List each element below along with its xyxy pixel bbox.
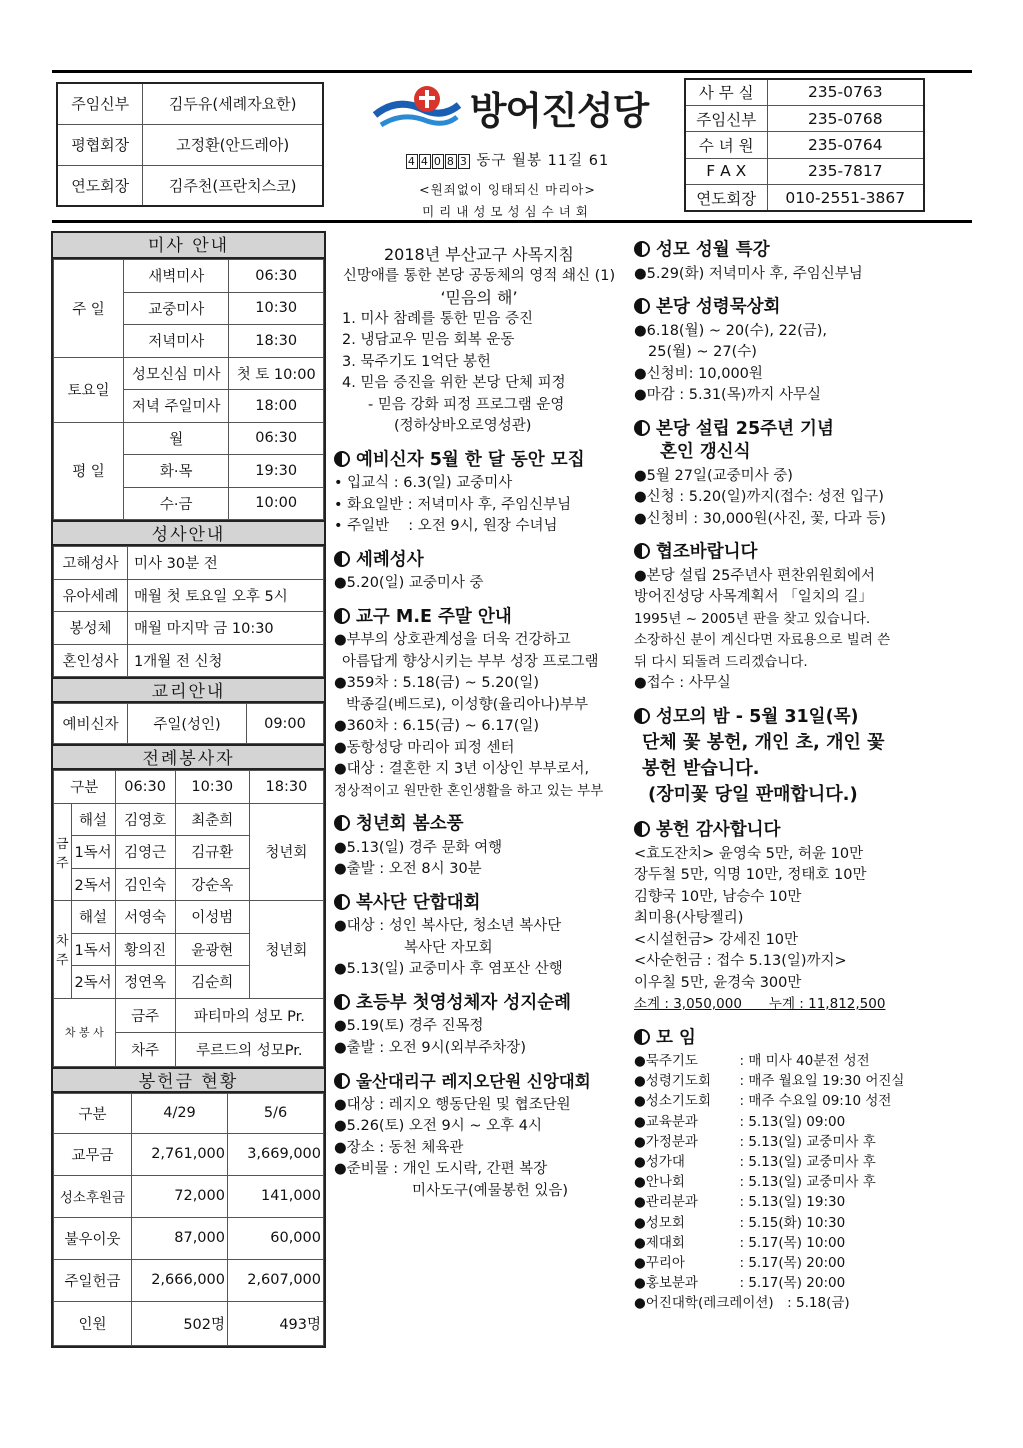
contact-phone: 235-0768 (767, 105, 924, 131)
list-item: 박종길(베드로), 이성향(율리아나)부부 (346, 696, 588, 713)
half-circle-icon (634, 821, 650, 837)
list-item: ●359차 : 5.18(금) ~ 5.20(일) (334, 675, 540, 691)
table-cell: 차주 (115, 1032, 175, 1066)
meeting-item: ●제대회 : 5.17(목) 10:00 (634, 1234, 846, 1251)
table-cell: 해설 (71, 803, 115, 836)
list-item: 방어진성당 사목계획서 「일치의 길」 (634, 589, 873, 605)
section-baptism: 세례성사 (334, 550, 624, 572)
list-item: 소장하신 분이 계신다면 자료용으로 빌려 쓴 (634, 632, 891, 648)
pastoral-line: 1. 미사 참례를 통한 믿음 증진 (342, 310, 533, 327)
table-cell: 06:30 (229, 422, 324, 455)
table-cell: 매월 첫 토요일 오후 5시 (128, 579, 324, 612)
table-cell: 금주 (115, 998, 175, 1032)
table-cell: 06:30 (229, 260, 324, 293)
half-circle-icon (334, 608, 350, 624)
table-cell: 혼인성사 (54, 644, 128, 677)
doctrine-header: 교리안내 (53, 677, 324, 703)
section-subtitle: 혼인 갱신식 (660, 442, 751, 462)
list-item: ●5.26(토) 오전 9시 ~ 오후 4시 (334, 1118, 542, 1134)
table-cell: 3,669,000 (228, 1133, 324, 1175)
sacrament-table (53, 546, 324, 677)
contact-phone: 235-0764 (767, 132, 924, 158)
mass-table (53, 259, 324, 520)
pastoral-line: 2. 냉담교우 믿음 회복 운동 (342, 332, 515, 348)
table-cell: 2,666,000 (132, 1259, 228, 1301)
table-cell: 저녁 주일미사 (124, 390, 229, 423)
staff-name: 김주천(프란치스코) (143, 165, 323, 206)
section-youth: 청년회 봄소풍 (334, 814, 624, 836)
table-cell: 2,761,000 (132, 1133, 228, 1175)
list-item: 아름답게 향상시키는 부부 성장 프로그램 (342, 653, 599, 670)
table-cell: 60,000 (228, 1217, 324, 1259)
list-item: ●신청비 : 30,000원(사진, 꽃, 다과 등) (634, 510, 886, 527)
list-item: ●신청비: 10,000원 (634, 365, 763, 382)
contact-label: 주임신부 (685, 105, 767, 131)
list-item: ●출발 : 오전 9시(외부주차장) (334, 1039, 526, 1056)
list-item: ●5월 27일(교중미사 중) (634, 467, 793, 484)
table-cell: 18:30 (229, 325, 324, 358)
table-cell: 72,000 (132, 1175, 228, 1217)
notice-line: 봉헌 받습니다. (642, 758, 760, 779)
table-cell: 차 주 (54, 901, 72, 999)
section-catechumen: 예비신자 5월 한 달 동안 모집 (334, 450, 624, 472)
section-meetings: 모 임 (634, 1028, 924, 1050)
church-logo-icon (367, 83, 462, 133)
table-cell: 인원 (54, 1301, 132, 1345)
half-circle-icon (334, 894, 350, 910)
table-cell: 교중미사 (124, 292, 229, 325)
table-cell: 청년회 (249, 901, 323, 999)
list-item: ●부부의 상호관계성을 더욱 건강하고 (334, 632, 571, 648)
list-item: ●5.13(일) 경주 문화 여행 (334, 839, 503, 856)
table-cell: 구분 (54, 1093, 132, 1133)
meeting-item: ●가정분과 : 5.13(일) 교중미사 후 (634, 1133, 876, 1150)
title-row (340, 80, 675, 135)
staff-table (56, 82, 324, 207)
address-text: 동구 월봉 11길 61 (476, 153, 610, 169)
meeting-item: ●교육분과 : 5.13(일) 09:00 (634, 1113, 846, 1130)
list-item: ●5.13(일) 교중미사 후 염포산 산행 (334, 961, 563, 977)
list-item: <사순헌금 : 접수 5.13(일)까지> (634, 953, 847, 969)
right-column (634, 240, 924, 1314)
table-cell: 5/6 (228, 1093, 324, 1133)
half-circle-icon (334, 451, 350, 467)
list-item: ●6.18(월) ~ 20(수), 22(금), (634, 322, 827, 339)
table-cell: 141,000 (228, 1175, 324, 1217)
sacrament-header: 성사안내 (53, 520, 324, 546)
meeting-item: ●안나회 : 5.13(일) 교중미사 후 (634, 1174, 876, 1191)
meeting-item: ●홍보분과 : 5.17(목) 20:00 (634, 1275, 846, 1292)
postcode-digit: 4 (420, 155, 429, 168)
table-cell: 502명 (132, 1301, 228, 1345)
list-item: • 화요일반 : 저녁미사 후, 주임신부님 (334, 496, 572, 513)
contact-label: 연도회장 (685, 185, 767, 211)
list-item: 25(월) ~ 27(수) (648, 344, 757, 360)
list-item: ●본당 설립 25주년사 편찬위원회에서 (634, 567, 876, 584)
table-cell: 매월 마지막 금 10:30 (128, 612, 324, 645)
list-item: 1995년 ~ 2005년 판을 찾고 있습니다. (634, 610, 871, 627)
table-cell: 황의진 (115, 933, 175, 966)
table-cell: 1독서 (71, 836, 115, 869)
meeting-item: ●어진대학(레크레이션) : 5.18(금) (634, 1295, 850, 1312)
table-cell: 18:30 (249, 771, 323, 804)
half-circle-icon (334, 551, 350, 567)
table-cell: 정연옥 (115, 966, 175, 999)
table-cell: 고해성사 (54, 547, 128, 580)
list-item: ●5.29(화) 저녁미사 후, 주임신부님 (634, 265, 863, 282)
table-cell: 김인숙 (115, 868, 175, 901)
list-item: ●출발 : 오전 8시 30분 (334, 861, 482, 877)
half-circle-icon (634, 241, 650, 257)
half-circle-icon (634, 420, 650, 436)
list-item: ●장소 : 동천 체육관 (334, 1139, 464, 1156)
pastoral-line: - 믿음 강화 피정 프로그램 운영 (368, 396, 565, 413)
pastoral-title: 2018년 부산교구 사목지침 (384, 245, 574, 264)
liturgy-header: 전례봉사자 (53, 744, 324, 770)
table-cell: 10:30 (175, 771, 249, 804)
table-cell: 10:00 (229, 487, 324, 520)
half-circle-icon (334, 1073, 350, 1089)
notice-line: 단체 꽃 봉헌, 개인 초, 개인 꽃 (642, 732, 885, 753)
table-cell: 06:30 (115, 771, 175, 804)
mass-day: 토요일 (54, 357, 124, 422)
contact-phone: 010-2551-3867 (767, 185, 924, 211)
postcode-digit: 8 (446, 155, 455, 168)
postcode-digit: 3 (459, 155, 468, 168)
pastoral-line: 4. 믿음 증진을 위한 본당 단체 피정 (342, 375, 566, 391)
table-cell: 해설 (71, 901, 115, 934)
table-cell: 미사 30분 전 (128, 547, 324, 580)
list-item: ●5.19(토) 경주 진목정 (334, 1018, 484, 1034)
table-cell: 2,607,000 (228, 1259, 324, 1301)
section-anniversary: 본당 설립 25주년 기념 (634, 419, 924, 441)
top-rule (52, 70, 972, 73)
meeting-item: ●묵주기도 : 매 미사 40분전 성전 (634, 1053, 870, 1069)
section-marian-lecture: 성모 성월 특강 (634, 240, 924, 262)
table-cell: 4/29 (132, 1093, 228, 1133)
list-item: ●동항성당 마리아 피정 센터 (334, 739, 515, 756)
half-circle-icon (634, 708, 650, 724)
table-cell: 1독서 (71, 933, 115, 966)
table-cell: 구분 (54, 771, 116, 804)
contact-label: F A X (685, 158, 767, 184)
contact-phone: 235-7817 (767, 158, 924, 184)
table-cell: 김영호 (115, 803, 175, 836)
table-cell: 김순희 (175, 966, 249, 999)
header-rule (52, 220, 972, 223)
list-item: 김향국 10만, 남승수 10만 (634, 888, 802, 905)
contact-phone: 235-0763 (767, 79, 924, 105)
postcode-digit: 4 (407, 155, 416, 168)
list-item: 뒤 다시 되돌려 드리겠습니다. (634, 653, 808, 670)
contact-table (684, 78, 925, 212)
table-cell: 성모신심 미사 (124, 357, 229, 390)
list-item: ●신청 : 5.20(일)까지(접수: 성전 입구) (634, 489, 884, 505)
table-cell: 봉성체 (54, 612, 128, 645)
table-cell: 2독서 (71, 966, 115, 999)
table-cell: 윤광현 (175, 933, 249, 966)
list-item: <효도잔치> 윤영숙 5만, 허윤 10만 (634, 845, 864, 862)
list-item: • 주일반 : 오전 9시, 원장 수녀님 (334, 518, 558, 534)
half-circle-icon (634, 1029, 650, 1045)
table-cell: 최춘희 (175, 803, 249, 836)
staff-role: 연도회장 (57, 165, 143, 206)
notice-line: (장미꽃 당일 판매합니다.) (648, 784, 858, 805)
table-cell: 김영근 (115, 836, 175, 869)
doctrine-table (53, 703, 324, 744)
staff-role: 주임신부 (57, 83, 143, 124)
middle-column (334, 244, 624, 1202)
address (340, 149, 675, 170)
list-item: 복사단 자모회 (404, 939, 493, 956)
meeting-item: ●성가대 : 5.13(일) 교중미사 후 (634, 1154, 876, 1171)
list-item: 미사도구(예물봉헌 있음) (412, 1182, 568, 1199)
section-legio: 울산대리구 레지오단원 신앙대회 (334, 1071, 624, 1093)
table-cell: 493명 (228, 1301, 324, 1345)
table-cell: 서영숙 (115, 901, 175, 934)
list-item: 이우칠 5만, 윤경숙 300만 (634, 974, 802, 991)
staff-name: 김두유(세례자요한) (143, 83, 323, 124)
staff-name: 고정환(안드레아) (143, 124, 323, 165)
pastoral-line: ‘믿음의 해’ (440, 288, 518, 307)
table-cell: 새벽미사 (124, 260, 229, 293)
offering-header: 봉헌금 현황 (53, 1067, 324, 1093)
list-item: ●대상 : 성인 복사단, 청소년 복사단 (334, 918, 562, 934)
table-cell: 파티마의 성모 Pr. (175, 998, 323, 1032)
table-cell: 87,000 (132, 1217, 228, 1259)
half-circle-icon (634, 298, 650, 314)
half-circle-icon (334, 815, 350, 831)
table-cell: 10:30 (229, 292, 324, 325)
subtitle2: 미리내성모성심수녀회 (422, 204, 593, 219)
table-cell: 주일헌금 (54, 1259, 132, 1301)
mass-header: 미사 안내 (53, 233, 324, 259)
list-item: ●5.20(일) 교중미사 중 (334, 575, 484, 591)
mass-day: 평 일 (54, 422, 124, 520)
list-item: ●360차 : 6.15(금) ~ 6.17(일) (334, 718, 540, 734)
table-cell: 불우이웃 (54, 1217, 132, 1259)
section-marian-night: 성모의 밤 - 5월 31일(목) (634, 707, 924, 729)
table-cell: 1개월 전 신청 (128, 644, 324, 677)
table-cell: 유아세례 (54, 579, 128, 612)
pastoral-line: 3. 묵주기도 1억단 봉헌 (342, 353, 491, 370)
list-item: 정상적이고 원만한 혼인생활을 하고 있는 부부 (334, 782, 604, 799)
list-item: ●대상 : 레지오 행동단원 및 협조단원 (334, 1096, 571, 1113)
table-cell: 성소후원금 (54, 1175, 132, 1217)
table-cell: 차 봉 사 (54, 998, 116, 1066)
pastoral-line: (정하상바오로영성관) (394, 418, 532, 434)
table-cell: 첫 토 10:00 (229, 357, 324, 390)
list-item: 최미용(사탕젤리) (634, 910, 744, 926)
table-cell: 주일(성인) (128, 704, 247, 744)
table-cell: 이성범 (175, 901, 249, 934)
meeting-item: ●성령기도회 : 매주 월요일 19:30 어진실 (634, 1073, 905, 1090)
section-cooperation: 협조바랍니다 (634, 542, 924, 564)
mass-day: 주 일 (54, 260, 124, 358)
table-cell: 19:30 (229, 455, 324, 488)
table-cell: 청년회 (249, 803, 323, 901)
offering-total: 소계 : 3,050,000 누계 : 11,812,500 (634, 996, 886, 1012)
liturgy-table (53, 770, 324, 1067)
section-me: 교구 M.E 주말 안내 (334, 607, 624, 629)
meeting-item: ●성모회 : 5.15(화) 10:30 (634, 1214, 846, 1231)
list-item: • 입교식 : 6.3(일) 교중미사 (334, 475, 513, 491)
list-item: 장두철 5만, 익명 10만, 정태호 10만 (634, 867, 867, 883)
list-item: <시설헌금> 강세진 10만 (634, 931, 799, 948)
section-thanks: 봉헌 감사합니다 (634, 820, 924, 842)
table-cell: 강순옥 (175, 868, 249, 901)
meeting-item: ●관리분과 : 5.13(일) 19:30 (634, 1194, 846, 1211)
table-cell: 월 (124, 422, 229, 455)
list-item: ●대상 : 결혼한 지 3년 이상인 부부로서, (334, 761, 590, 777)
parish-title: 방어진성당 (469, 89, 649, 133)
table-cell: 수·금 (124, 487, 229, 520)
list-item: ●마감 : 5.31(목)까지 사무실 (634, 387, 822, 403)
contact-label: 수 녀 원 (685, 132, 767, 158)
subtitle: <원죄없이 잉태되신 마리아> (419, 182, 596, 197)
contact-label: 사 무 실 (685, 79, 767, 105)
table-cell: 09:00 (247, 704, 324, 744)
pastoral-line: 신망애를 통한 본당 공동체의 영적 쇄신 (1) (342, 267, 616, 284)
section-altar-servers: 복사단 단합대회 (334, 893, 624, 915)
table-cell: 교무금 (54, 1133, 132, 1175)
masthead (340, 80, 675, 220)
offering-table (53, 1093, 324, 1346)
meeting-item: ●성소기도회 : 매주 수요일 09:10 성전 (634, 1093, 892, 1110)
table-cell: 저녁미사 (124, 325, 229, 358)
meeting-list (634, 1051, 924, 1314)
table-cell: 예비신자 (54, 704, 128, 744)
table-cell: 2독서 (71, 868, 115, 901)
table-cell: 김규환 (175, 836, 249, 869)
table-cell: 금 주 (54, 803, 72, 901)
section-first-communion: 초등부 첫영성체자 성지순례 (334, 993, 624, 1015)
half-circle-icon (334, 994, 350, 1010)
table-cell: 화·목 (124, 455, 229, 488)
staff-role: 평협회장 (57, 124, 143, 165)
table-cell: 18:00 (229, 390, 324, 423)
list-item: ●접수 : 사무실 (634, 675, 731, 691)
meeting-item: ●꾸리아 : 5.17(목) 20:00 (634, 1255, 846, 1272)
half-circle-icon (634, 543, 650, 559)
list-item: ●준비물 : 개인 도시락, 간편 복장 (334, 1161, 548, 1177)
section-retreat: 본당 성령묵상회 (634, 297, 924, 319)
postcode-digit: 0 (433, 155, 442, 168)
table-cell: 루르드의 성모Pr. (175, 1032, 323, 1066)
left-column (51, 231, 326, 1348)
